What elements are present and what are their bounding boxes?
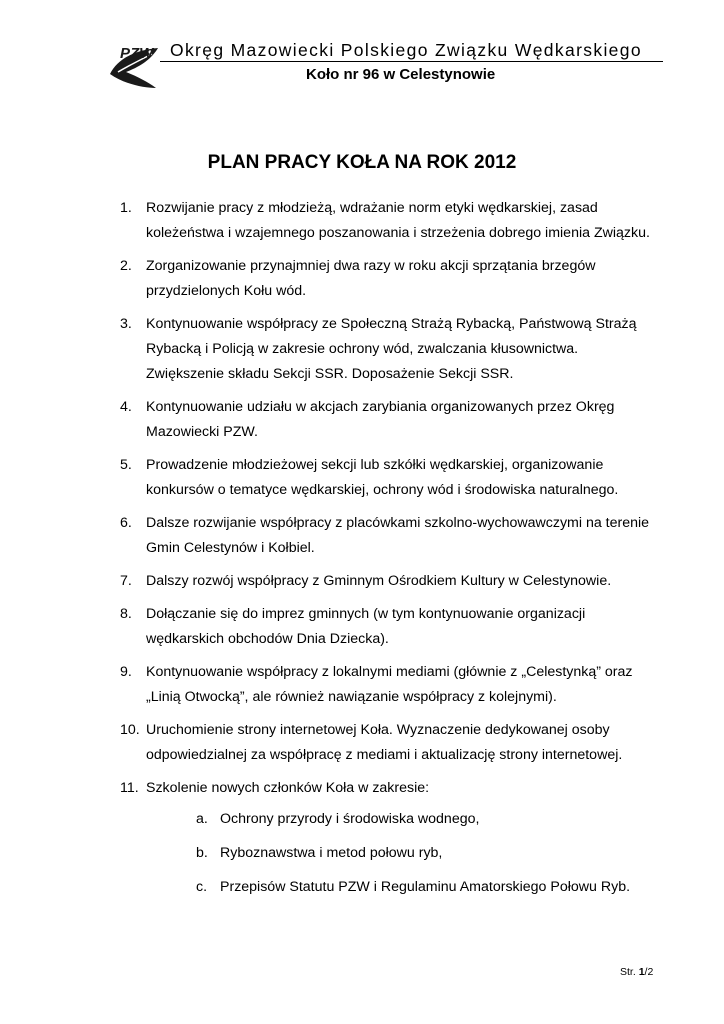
sub-item-text: Ryboznawstwa i metod połowu ryb, bbox=[220, 845, 443, 861]
item-text-line: Szkolenie nowych członków Koła w zakresie: bbox=[146, 780, 430, 796]
item-text: Dalsze rozwijanie współpracy z placówkami szkolno-wychowawczymi na terenie Gmin Celestynów i Kołbiel. bbox=[146, 515, 650, 556]
sub-list bbox=[146, 807, 660, 900]
item-text: Uruchomienie strony internetowej Koła. Wyznaczenie dedykowanej osoby odpowiedzialnej za współpracę z mediami i aktualizację strony internetowej. bbox=[146, 722, 623, 763]
list-item bbox=[120, 718, 660, 768]
plan-list bbox=[120, 196, 660, 917]
sub-list-item bbox=[196, 875, 660, 900]
list-item bbox=[120, 453, 660, 503]
organization-title: Okręg Mazowiecki Polskiego Związku Wędkarskiego bbox=[170, 40, 642, 60]
page-total: /2 bbox=[644, 966, 654, 978]
item-number: 9. bbox=[120, 664, 132, 680]
page-current: 1 bbox=[638, 966, 645, 978]
item-text: Kontynuowanie współpracy z lokalnymi mediami (głównie z „Celestynką” oraz „Linią Otwocką”, ale również nawiązanie współpracy z kolejnymi). bbox=[146, 664, 633, 705]
sub-list-item bbox=[196, 807, 660, 832]
pzw-logo bbox=[106, 36, 162, 92]
sub-item-letter: b. bbox=[196, 845, 208, 861]
document-title: PLAN PRACY KOŁA NA ROK 2012 bbox=[207, 152, 517, 173]
item-text: Rozwijanie pracy z młodzieżą, wdrażanie norm etyki wędkarskiej, zasad koleżeństwa i wzajemnego poszanowania i strzeżenia dobrego imienia Związku. bbox=[146, 200, 650, 241]
list-item bbox=[120, 395, 660, 445]
item-text: Dalszy rozwój współpracy z Gminnym Ośrodkiem Kultury w Celestynowie. bbox=[146, 573, 612, 589]
item-number: 1. bbox=[120, 200, 132, 216]
list-item bbox=[120, 602, 660, 652]
item-number: 8. bbox=[120, 606, 132, 622]
page-label: Str. bbox=[620, 966, 639, 978]
sub-item-letter: a. bbox=[196, 811, 208, 827]
list-item bbox=[120, 776, 660, 909]
club-name: Koło nr 96 w Celestynowie bbox=[306, 66, 496, 83]
list-item bbox=[120, 254, 660, 304]
item-text: Kontynuowanie udziału w akcjach zarybiania organizowanych przez Okręg Mazowiecki PZW. bbox=[146, 399, 615, 440]
item-number: 5. bbox=[120, 457, 132, 473]
list-item bbox=[120, 196, 660, 246]
page-number bbox=[620, 966, 653, 978]
item-text: Dołączanie się do imprez gminnych (w tym kontynuowanie organizacji wędkarskich obchodów Dnia Dziecka). bbox=[146, 606, 586, 647]
item-number: 2. bbox=[120, 258, 132, 274]
item-number: 4. bbox=[120, 399, 132, 415]
item-text bbox=[146, 776, 660, 909]
sub-list-item bbox=[196, 841, 660, 866]
item-text: Kontynuowanie współpracy ze Społeczną Strażą Rybacką, Państwową Strażą Rybacką i Policją w zakresie ochrony wód, zwalczania kłusownictwa. Zwiększenie składu Sekcji SSR. Doposażenie Sekcji SSR. bbox=[146, 316, 637, 382]
list-item bbox=[120, 511, 660, 561]
logo-text: PZW bbox=[120, 45, 154, 62]
sub-item-text: Ochrony przyrody i środowiska wodnego, bbox=[220, 811, 480, 827]
header-divider bbox=[160, 61, 663, 62]
list-item bbox=[120, 660, 660, 710]
list-item bbox=[120, 569, 660, 594]
item-number: 6. bbox=[120, 515, 132, 531]
list-item bbox=[120, 312, 660, 387]
item-number: 7. bbox=[120, 573, 132, 589]
item-text: Prowadzenie młodzieżowej sekcji lub szkółki wędkarskiej, organizowanie konkursów o tematyce wędkarskiej, ochrony wód i środowiska naturalnego. bbox=[146, 457, 619, 498]
item-text: Zorganizowanie przynajmniej dwa razy w roku akcji sprzątania brzegów przydzielonych Kołu wód. bbox=[146, 258, 596, 299]
item-number: 10. bbox=[120, 722, 140, 738]
sub-item-letter: c. bbox=[196, 879, 208, 895]
item-number: 11. bbox=[120, 780, 139, 796]
item-number: 3. bbox=[120, 316, 132, 332]
sub-item-text: Przepisów Statutu PZW i Regulaminu Amatorskiego Połowu Ryb. bbox=[220, 879, 631, 895]
